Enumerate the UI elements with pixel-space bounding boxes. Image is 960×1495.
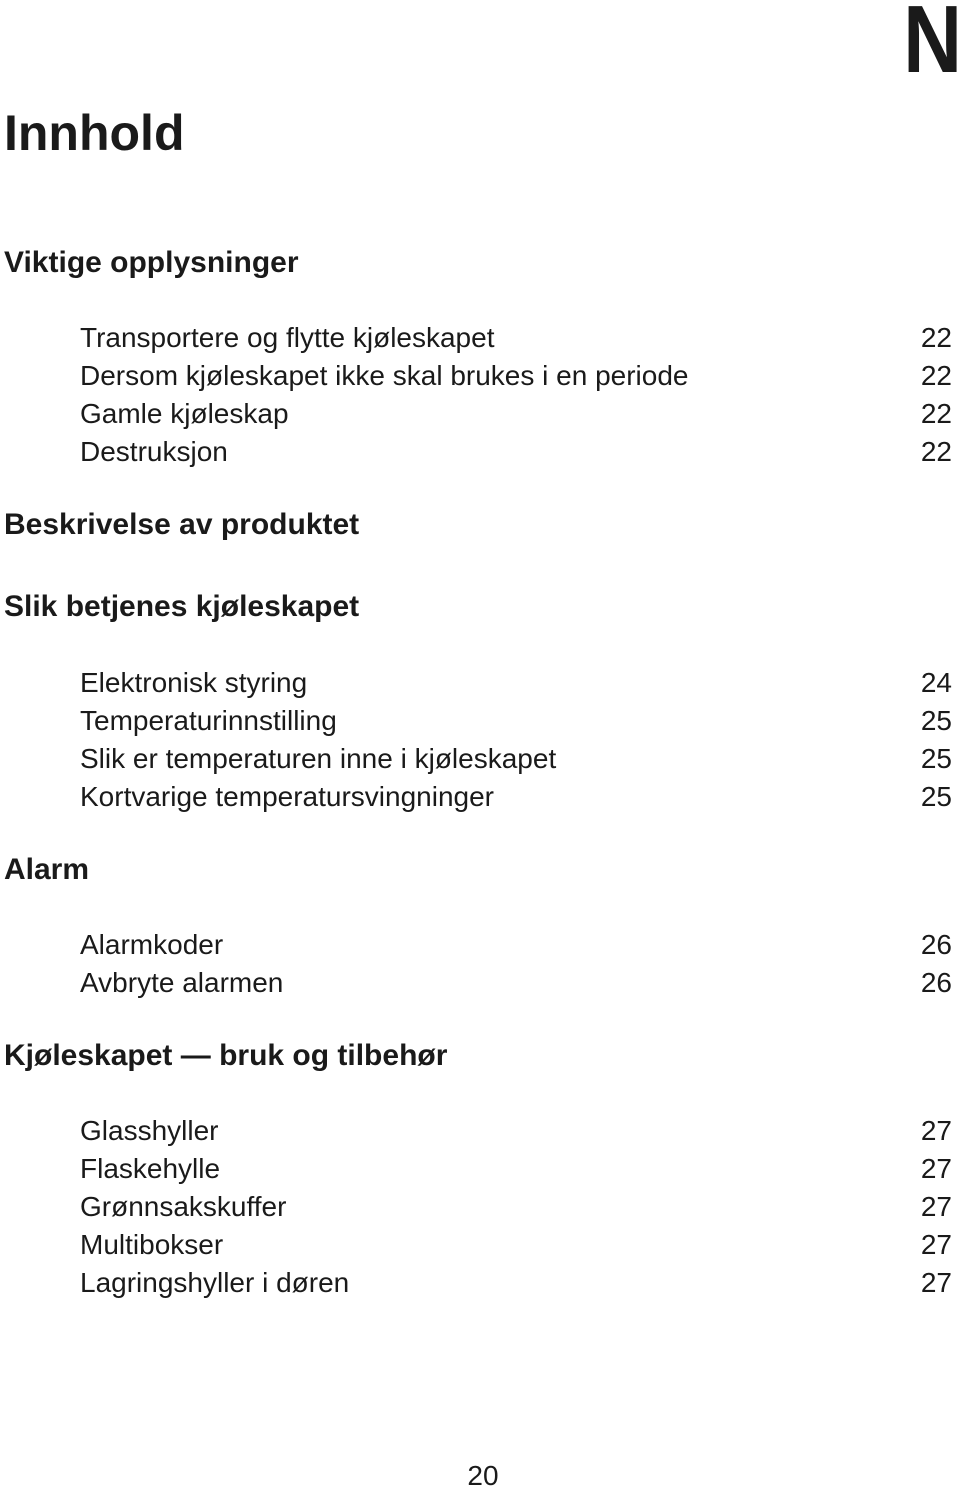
toc-entry-page: 25 bbox=[920, 781, 952, 812]
section-heading-viktige-opplysninger: Viktige opplysninger bbox=[4, 246, 299, 279]
toc-entry[interactable] bbox=[80, 395, 952, 433]
toc-entry-page: 27 bbox=[920, 1153, 952, 1184]
toc-entry-title: Avbryte alarmen bbox=[80, 967, 284, 998]
toc-entry-page: 27 bbox=[920, 1115, 952, 1146]
toc-entry[interactable] bbox=[80, 778, 952, 816]
toc-entry[interactable] bbox=[80, 1188, 952, 1226]
toc-entry-page: 25 bbox=[920, 705, 952, 736]
section-heading-slik-betjenes-kjoleskapet: Slik betjenes kjøleskapet bbox=[4, 590, 360, 623]
toc-entry-page: 22 bbox=[920, 360, 952, 391]
toc-entry-title: Alarmkoder bbox=[80, 929, 224, 960]
toc-entry-title: Kortvarige temperatursvingninger bbox=[80, 781, 494, 812]
toc-entry-page: 27 bbox=[920, 1191, 952, 1222]
section-heading-kjoleskapet-bruk-og-tilbehor: Kjøleskapet — bruk og tilbehør bbox=[4, 1039, 448, 1072]
toc-entry[interactable] bbox=[80, 664, 952, 702]
language-marker: N bbox=[902, 0, 960, 93]
toc-entry-page: 25 bbox=[920, 743, 952, 774]
toc-entry-title: Gamle kjøleskap bbox=[80, 398, 289, 429]
toc-entry[interactable] bbox=[80, 357, 952, 395]
toc-entry-page: 26 bbox=[920, 929, 952, 960]
toc-entry[interactable] bbox=[80, 1226, 952, 1264]
toc-entry[interactable] bbox=[80, 1112, 952, 1150]
toc-entry[interactable] bbox=[80, 740, 952, 778]
toc-entry-title: Dersom kjøleskapet ikke skal brukes i en periode bbox=[80, 360, 689, 391]
toc-entry[interactable] bbox=[80, 926, 952, 964]
toc-entry[interactable] bbox=[80, 702, 952, 740]
toc-entry-title: Transportere og flytte kjøleskapet bbox=[80, 322, 495, 353]
toc-entry-page: 22 bbox=[920, 398, 952, 429]
toc-entry[interactable] bbox=[80, 319, 952, 357]
toc-entry[interactable] bbox=[80, 1150, 952, 1188]
toc-entry-title: Grønnsakskuffer bbox=[80, 1191, 287, 1222]
toc-entry[interactable] bbox=[80, 433, 952, 471]
toc-entry-page: 27 bbox=[920, 1229, 952, 1260]
toc-entry-title: Flaskehylle bbox=[80, 1153, 221, 1184]
toc-entry-title: Elektronisk styring bbox=[80, 667, 308, 698]
toc-entry-page: 26 bbox=[920, 967, 952, 998]
toc-entry[interactable] bbox=[80, 964, 952, 1002]
toc-entry-page: 22 bbox=[920, 436, 952, 467]
toc-entry-title: Lagringshyller i døren bbox=[80, 1267, 350, 1298]
page-title: Innhold bbox=[4, 105, 185, 161]
section-heading-beskrivelse-av-produktet: Beskrivelse av produktet bbox=[4, 508, 360, 541]
toc-entry-title: Slik er temperaturen inne i kjøleskapet bbox=[80, 743, 557, 774]
section-heading-alarm: Alarm bbox=[4, 853, 90, 886]
toc-entry[interactable] bbox=[80, 1264, 952, 1302]
toc-entry-page: 24 bbox=[920, 667, 952, 698]
toc-entry-title: Glasshyller bbox=[80, 1115, 219, 1146]
toc-entry-title: Temperaturinnstilling bbox=[80, 705, 337, 736]
toc-entry-page: 27 bbox=[920, 1267, 952, 1298]
toc-entry-title: Destruksjon bbox=[80, 436, 228, 467]
page-number: 20 bbox=[467, 1460, 499, 1491]
toc-entry-page: 22 bbox=[920, 322, 952, 353]
toc-entry-title: Multibokser bbox=[80, 1229, 224, 1260]
